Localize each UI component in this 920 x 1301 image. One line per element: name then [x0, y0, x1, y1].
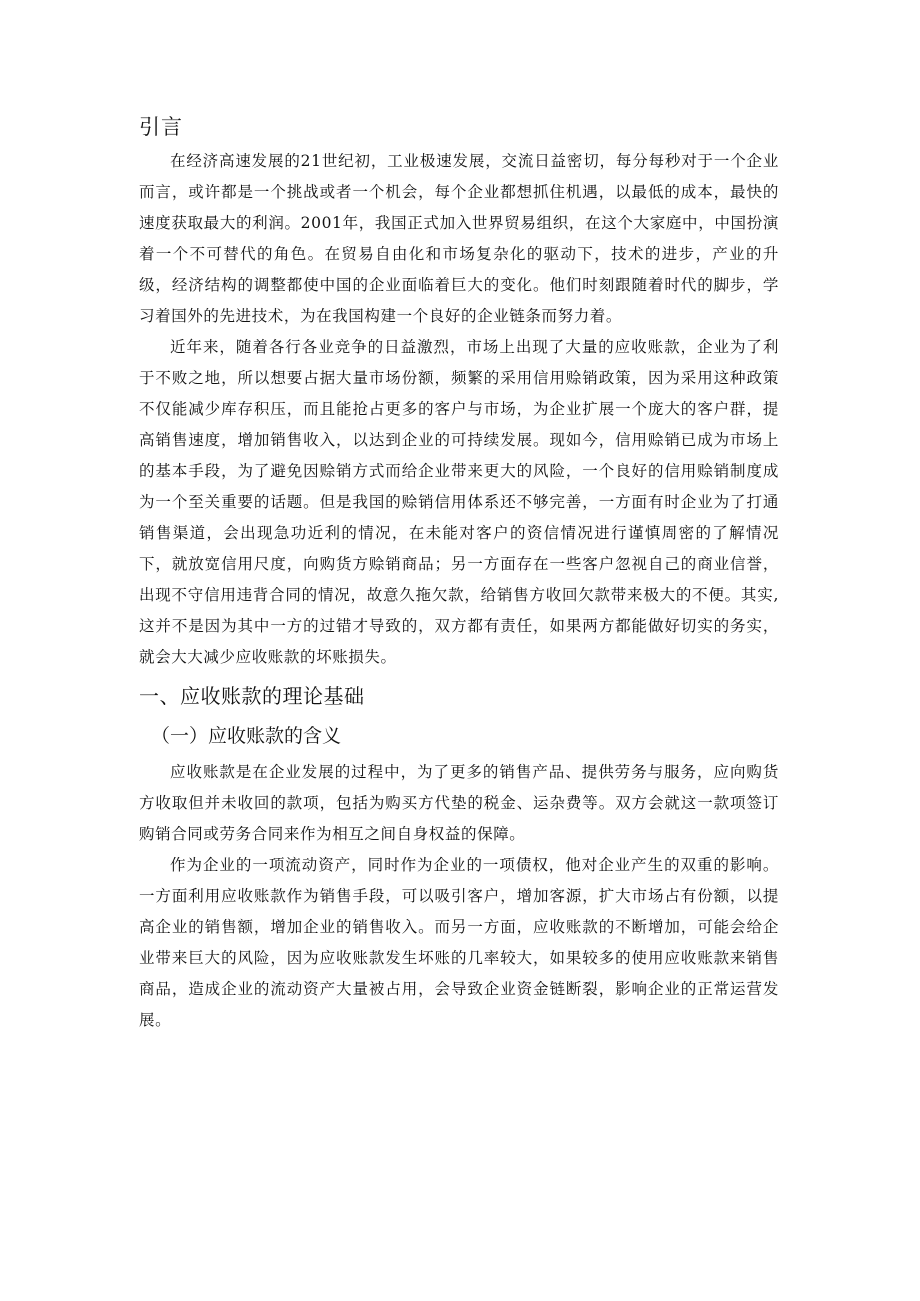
document-body	[139, 110, 779, 1036]
subsection-heading-definition: （一）应收账款的含义	[151, 725, 342, 747]
intro-paragraph-1: 在经济高速发展的21世纪初，工业极速发展，交流日益密切，每分每秒对于一个企业而言，或许都是一个挑战或者一个机会，每个企业都想抓住机遇，以最低的成本，最快的速度获取最大的利润。2001年，我国正式加入世界贸易组织，在这个大家庭中，中国扮演着一个不可替代的角色。在贸易自由化和市场复杂化的驱动下，技术的进步，产业的升级，经济结构的调整都使中国的企业面临着巨大的变化。他们时刻跟随着时代的脚步，学习着国外的先进技术，为在我国构建一个良好的企业链条而努力着。	[139, 152, 779, 325]
definition-paragraph-1: 应收账款是在企业发展的过程中，为了更多的销售产品、提供劳务与服务，应向购货方收取但并未收回的款项，包括为购买方代垫的税金、运杂费等。双方会就这一款项签订购销合同或劳务合同来作为相互之间自身权益的保障。	[139, 763, 779, 843]
definition-paragraph-2: 作为企业的一项流动资产，同时作为企业的一项债权，他对企业产生的双重的影响。一方面利用应收账款作为销售手段，可以吸引客户，增加客源，扩大市场占有份额，以提高企业的销售额，增加企业的销售收入。而另一方面，应收账款的不断增加，可能会给企业带来巨大的风险，因为应收账款发生坏账的几率较大，如果较多的使用应收账款来销售商品，造成企业的流动资产大量被占用，会导致企业资金链断裂，影响企业的正常运营发展。	[139, 856, 779, 1029]
intro-paragraph-2: 近年来，随着各行各业竞争的日益激烈，市场上出现了大量的应收账款，企业为了利于不败之地，所以想要占据大量市场份额，频繁的采用信用赊销政策，因为采用这种政策不仅能减少库存积压，而且能抢占更多的客户与市场，为企业扩展一个庞大的客户群，提高销售速度，增加销售收入，以达到企业的可持续发展。现如今，信用赊销已成为市场上的基本手段，为了避免因赊销方式而给企业带来更大的风险，一个良好的信用赊销制度成为一个至关重要的话题。但是我国的赊销信用体系还不够完善，一方面有时企业为了打通销售渠道，会出现急功近利的情况，在未能对客户的资信情况进行谨慎周密的了解情况下，就放宽信用尺度，向购货方赊销商品；另一方面存在一些客户忽视自己的商业信誉，出现不守信用违背合同的情况，故意久拖欠款，给销售方收回欠款带来极大的不便。其实,这并不是因为其中一方的过错才导致的，双方都有责任，如果两方都能做好切实的务实，就会大大减少应收账款的坏账损失。	[139, 338, 779, 666]
intro-heading: 引言	[139, 115, 183, 139]
section-heading-theory-basis: 一、应收账款的理论基础	[139, 684, 365, 708]
